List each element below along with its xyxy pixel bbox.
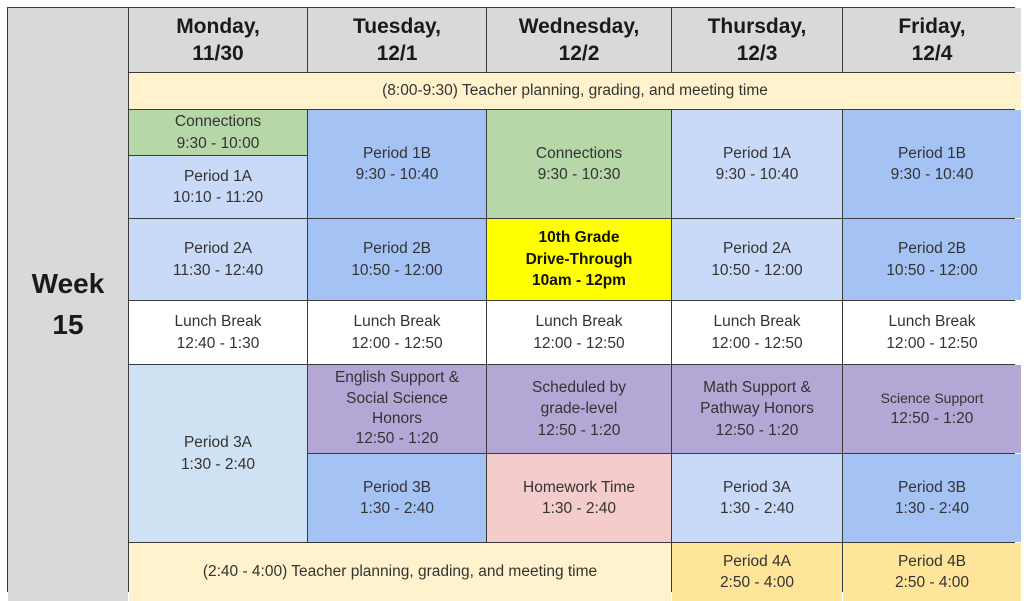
block-name: Period 3A (722, 478, 792, 496)
monday-period-1a (129, 156, 307, 218)
block-time: 1:30 - 2:40 (541, 500, 617, 517)
day-date: 12/4 (911, 42, 953, 65)
week-label (8, 8, 128, 601)
block-name: Period 4A (722, 552, 792, 570)
block-name: Connections (174, 113, 262, 131)
header-monday (129, 8, 307, 72)
block-name: Period 1A (722, 144, 792, 162)
thursday-period-4a (672, 543, 842, 601)
friday-period-1b (843, 110, 1021, 218)
block-name: Connections (535, 144, 623, 162)
block-time: 9:30 - 10:00 (176, 134, 260, 152)
block-name: Period 3A (183, 434, 253, 452)
block-name: Science Support (880, 389, 984, 406)
tuesday-support (308, 365, 486, 453)
block-name: Period 2B (362, 240, 432, 258)
block-time: 9:30 - 10:40 (715, 166, 799, 183)
block-time: 12:00 - 12:50 (351, 334, 443, 352)
wednesday-drive-through (487, 219, 671, 300)
block-time: 11:30 - 12:40 (172, 261, 264, 279)
block-time: 10:50 - 12:00 (886, 261, 978, 279)
block-time: 1:30 - 2:40 (719, 500, 795, 517)
block-time: 12:00 - 12:50 (886, 334, 978, 352)
block-time: 10am - 12pm (532, 272, 626, 290)
thursday-period-2a (672, 219, 842, 300)
block-name: Lunch Break (888, 313, 976, 331)
wednesday-lunch (487, 301, 671, 364)
block-name: Period 2A (722, 240, 792, 258)
tuesday-period-1b (308, 110, 486, 218)
thursday-period-1a (672, 110, 842, 218)
week-number: 15 (52, 308, 84, 340)
day-date: 12/2 (558, 42, 600, 65)
afternoon-planning-text: (2:40 - 4:00) Teacher planning, grading, and meeting time (202, 563, 598, 581)
day-date: 12/3 (736, 42, 778, 65)
block-time: 9:30 - 10:30 (537, 166, 621, 183)
day-name: Friday, (898, 14, 966, 38)
thursday-support (672, 365, 842, 453)
block-time: 12:40 - 1:30 (176, 334, 260, 352)
block-time: 1:30 - 2:40 (359, 500, 435, 517)
block-name: Period 4B (897, 552, 967, 570)
monday-connections (129, 110, 307, 155)
thursday-lunch (672, 301, 842, 364)
day-name: Thursday, (707, 14, 807, 38)
day-name: Tuesday, (353, 14, 441, 38)
block-time: 12:50 - 1:20 (537, 421, 621, 439)
block-line: 10th Grade (538, 229, 620, 247)
tuesday-period-3b (308, 454, 486, 542)
block-line: Pathway Honors (700, 400, 814, 418)
block-name: Period 2A (183, 240, 253, 258)
day-name: Monday, (176, 14, 260, 38)
thursday-period-3a (672, 454, 842, 542)
wednesday-scheduled (487, 365, 671, 453)
friday-lunch (843, 301, 1021, 364)
wednesday-homework (487, 454, 671, 542)
header-wednesday (487, 8, 671, 72)
afternoon-planning-block (129, 543, 671, 601)
block-name: Lunch Break (713, 313, 801, 331)
block-name: Period 3B (362, 478, 432, 496)
block-name: Homework Time (523, 478, 635, 496)
block-name: Period 1B (362, 144, 432, 162)
schedule-grid (7, 7, 1015, 592)
block-name: Lunch Break (535, 313, 623, 331)
header-thursday (672, 8, 842, 72)
day-date: 11/30 (192, 42, 244, 65)
week-word: Week (31, 267, 105, 299)
block-time: 12:00 - 12:50 (711, 334, 803, 352)
block-time: 10:10 - 11:20 (172, 189, 264, 206)
tuesday-period-2b (308, 219, 486, 300)
monday-lunch (129, 301, 307, 364)
friday-support (843, 365, 1021, 453)
block-name: Period 1A (183, 167, 253, 185)
monday-period-2a (129, 219, 307, 300)
block-name: Period 3B (897, 478, 967, 496)
block-name: Period 1B (897, 144, 967, 162)
block-line: grade-level (540, 400, 618, 418)
block-line: Drive-Through (525, 250, 633, 268)
block-name: Lunch Break (174, 313, 262, 331)
block-line: Social Science (346, 389, 448, 407)
block-time: 9:30 - 10:40 (890, 166, 974, 183)
block-line: Math Support & (703, 378, 811, 396)
block-time: 2:50 - 4:00 (894, 574, 970, 591)
wednesday-connections (487, 110, 671, 218)
block-line: Honors (372, 410, 422, 427)
block-time: 10:50 - 12:00 (351, 261, 443, 279)
block-time: 12:00 - 12:50 (533, 334, 625, 352)
block-time: 1:30 - 2:40 (180, 455, 256, 473)
block-time: 12:50 - 1:20 (355, 430, 439, 448)
friday-period-4b (843, 543, 1021, 601)
monday-period-3a (129, 365, 307, 542)
morning-planning-block (129, 73, 1021, 109)
header-tuesday (308, 8, 486, 72)
block-time: 10:50 - 12:00 (711, 261, 803, 279)
block-time: 2:50 - 4:00 (719, 574, 795, 591)
tuesday-lunch (308, 301, 486, 364)
friday-period-3b (843, 454, 1021, 542)
block-line: Scheduled by (532, 378, 626, 396)
header-friday (843, 8, 1021, 72)
block-time: 12:50 - 1:20 (890, 409, 974, 427)
block-name: Period 2B (897, 240, 967, 258)
day-name: Wednesday, (518, 14, 640, 38)
block-line: English Support & (334, 369, 460, 387)
friday-period-2b (843, 219, 1021, 300)
block-time: 1:30 - 2:40 (894, 500, 970, 517)
block-name: Lunch Break (353, 313, 441, 331)
morning-planning-text: (8:00-9:30) Teacher planning, grading, and meeting time (382, 82, 768, 100)
day-date: 12/1 (376, 42, 418, 65)
block-time: 12:50 - 1:20 (715, 421, 799, 439)
block-time: 9:30 - 10:40 (355, 166, 439, 183)
